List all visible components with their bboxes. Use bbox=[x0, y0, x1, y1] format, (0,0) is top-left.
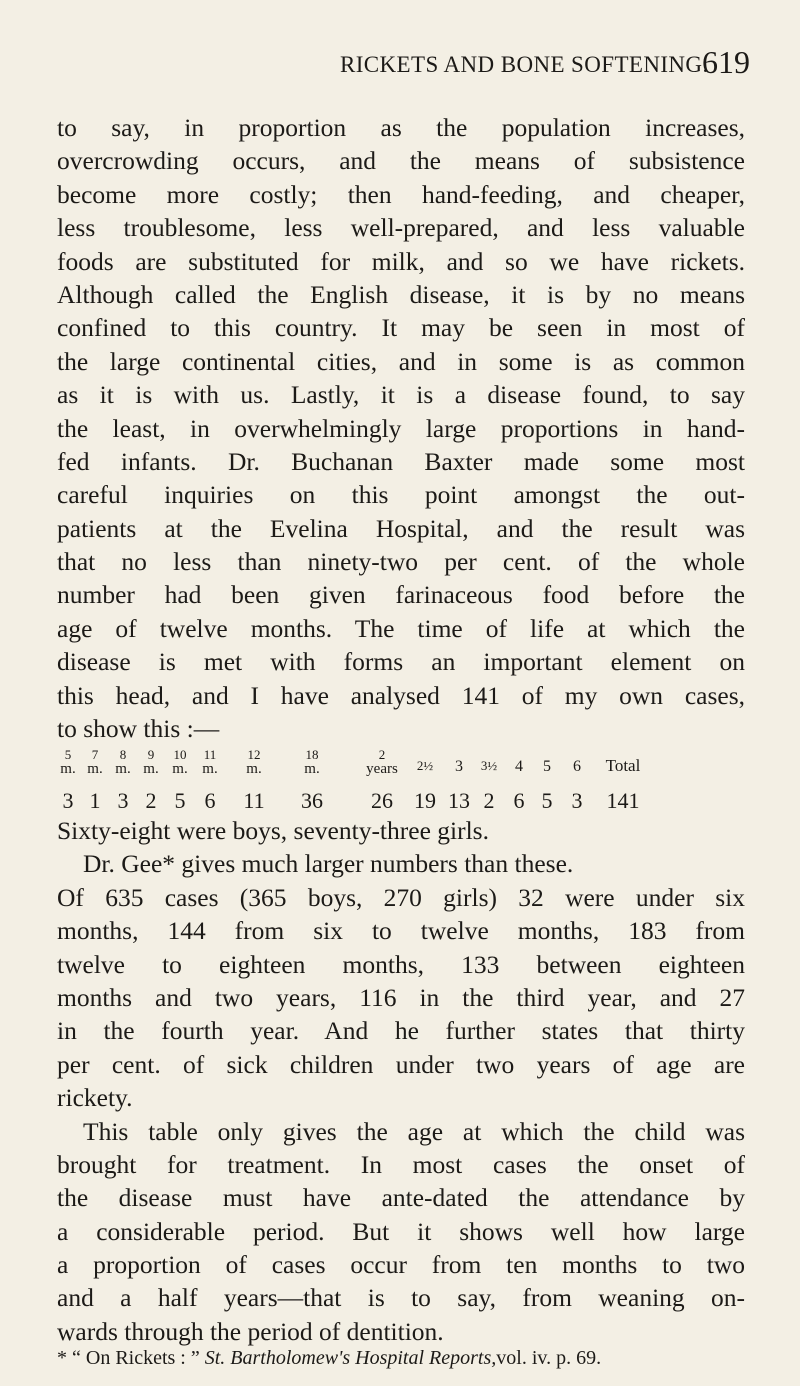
case-count: 3 bbox=[571, 788, 583, 813]
age-number: 2 bbox=[378, 747, 386, 762]
age-number: 9 bbox=[147, 747, 155, 762]
age-unit: years bbox=[366, 761, 398, 777]
text-line: months and two years, 116 in the third year, and 27 bbox=[57, 982, 745, 1012]
text-line: to say, in proportion as the population increases, bbox=[57, 113, 745, 142]
text-line: months, 144 from six to twelve months, 183 from bbox=[57, 916, 745, 946]
age-unit: m. bbox=[143, 761, 159, 777]
age-number: 2½ bbox=[416, 758, 434, 773]
running-title: RICKETS AND BONE SOFTENING. bbox=[340, 52, 709, 77]
text-line: and a half years—that is to say, from weaning on- bbox=[57, 1283, 745, 1313]
text-line: in the fourth year. And he further states that thirty bbox=[57, 1016, 745, 1046]
page-number: 619 bbox=[702, 44, 750, 80]
text-line: a considerable period. But it shows well how large bbox=[57, 1216, 745, 1246]
age-number: 11 bbox=[203, 747, 217, 762]
case-count: 3 bbox=[117, 788, 129, 813]
case-count: 3 bbox=[62, 788, 74, 813]
case-count: 26 bbox=[371, 788, 393, 813]
text-line: overcrowding occurs, and the means of subsistence bbox=[57, 146, 745, 176]
text-line: fed infants. Dr. Buchanan Baxter made some most bbox=[57, 446, 745, 476]
text-line: foods are substituted for milk, and so we have rickets. bbox=[57, 246, 745, 276]
age-number: 6 bbox=[573, 758, 581, 775]
case-count: 2 bbox=[483, 788, 495, 813]
age-unit: m. bbox=[60, 761, 76, 777]
case-count: 6 bbox=[513, 788, 525, 813]
age-unit: m. bbox=[202, 761, 218, 777]
age-number: 3½ bbox=[480, 758, 498, 773]
age-unit: m. bbox=[304, 761, 320, 777]
footnote-quote: “ On Rickets : ” bbox=[72, 1347, 200, 1369]
text-line: confined to this country. It may be seen in most of bbox=[57, 313, 745, 343]
text-line: a proportion of cases occur from ten months to two bbox=[57, 1250, 745, 1280]
text-line: the least, in overwhelmingly large proportions in hand- bbox=[57, 413, 745, 443]
text-line: Sixty-eight were boys, seventy-three girls. bbox=[57, 816, 489, 845]
text-line: patients at the Evelina Hospital, and the result was bbox=[57, 513, 745, 543]
age-number: 5 bbox=[64, 747, 72, 762]
age-number: 7 bbox=[91, 747, 99, 762]
age-unit: m. bbox=[87, 761, 103, 777]
text-line: the large continental cities, and in some is as common bbox=[57, 346, 745, 376]
text-line: the disease must have ante-dated the attendance by bbox=[57, 1183, 745, 1213]
case-count: 19 bbox=[414, 788, 436, 813]
text-line: become more costly; then hand-feeding, and cheaper, bbox=[57, 179, 745, 209]
case-count: 5 bbox=[174, 788, 186, 813]
footnote-ref: vol. iv. p. 69. bbox=[496, 1347, 602, 1369]
text-line: careful inquiries on this point amongst the out- bbox=[57, 480, 745, 510]
table-header-row bbox=[57, 747, 747, 777]
text-line: brought for treatment. In most cases the onset of bbox=[57, 1149, 745, 1179]
text-line: age of twelve months. The time of life at which the bbox=[57, 613, 745, 643]
case-count: 2 bbox=[145, 788, 157, 813]
age-number: 8 bbox=[119, 747, 127, 762]
age-unit: m. bbox=[115, 761, 131, 777]
running-header bbox=[340, 44, 760, 84]
age-number: 18 bbox=[305, 747, 319, 762]
text-line: disease is met with forms an important element on bbox=[57, 647, 745, 677]
text-line: number had been given farinaceous food before the bbox=[57, 580, 745, 610]
case-count: 13 bbox=[448, 788, 470, 813]
text-line: Dr. Gee* gives much larger numbers than these. bbox=[83, 849, 574, 879]
text-line: as it is with us. Lastly, it is a disease found, to say bbox=[57, 380, 745, 410]
age-number: 10 bbox=[173, 747, 187, 762]
paragraph-2 bbox=[57, 814, 745, 1348]
footnote bbox=[57, 1347, 757, 1370]
age-number: 4 bbox=[515, 758, 523, 775]
text-line: per cent. of sick children under two years of age are bbox=[57, 1049, 745, 1079]
text-line: This table only gives the age at which the child was bbox=[83, 1116, 745, 1146]
text-line: rickety. bbox=[57, 1083, 133, 1113]
age-number: 3 bbox=[455, 758, 463, 775]
age-number: 12 bbox=[247, 747, 261, 762]
footnote-marker: * bbox=[57, 1347, 67, 1369]
age-number: 5 bbox=[543, 758, 551, 775]
case-count: 11 bbox=[243, 788, 265, 813]
age-unit: m. bbox=[246, 761, 262, 777]
text-line: this head, and I have analysed 141 of my own cases, bbox=[57, 680, 745, 710]
age-unit: m. bbox=[172, 761, 188, 777]
table-count-row bbox=[57, 788, 747, 813]
text-line: Although called the English disease, it is by no means bbox=[57, 279, 745, 309]
text-line: twelve to eighteen months, 133 between eighteen bbox=[57, 949, 745, 979]
text-line: less troublesome, less well-prepared, and less valuable bbox=[57, 213, 745, 243]
text-line: Of 635 cases (365 boys, 270 girls) 32 were under six bbox=[57, 882, 745, 912]
case-count: 1 bbox=[89, 788, 101, 813]
total-label: Total bbox=[605, 756, 641, 775]
case-count: 6 bbox=[204, 788, 216, 813]
case-count: 5 bbox=[541, 788, 553, 813]
footnote-source: St. Bartholomew's Hospital Reports, bbox=[204, 1347, 497, 1369]
text-line: that no less than ninety-two per cent. of the whole bbox=[57, 547, 745, 577]
text-line: wards through the period of dentition. bbox=[57, 1316, 444, 1346]
text-line: to show this :— bbox=[57, 714, 220, 744]
case-count: 36 bbox=[301, 788, 323, 813]
paragraph-1 bbox=[57, 111, 745, 745]
total-value: 141 bbox=[606, 788, 640, 813]
